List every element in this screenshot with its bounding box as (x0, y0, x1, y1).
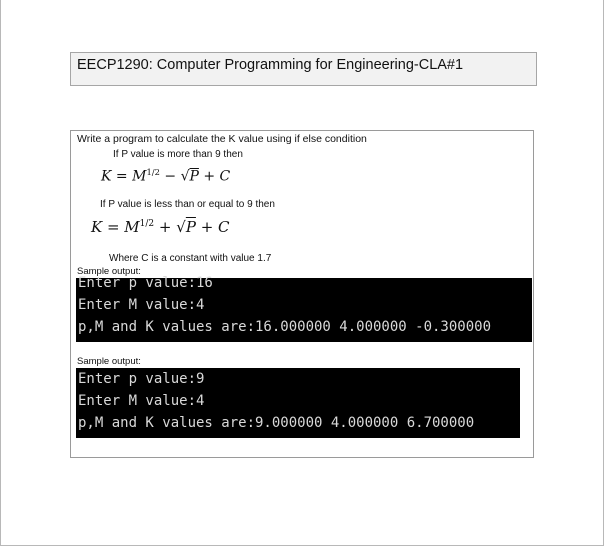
console-line: Enter M value:4 (78, 297, 205, 313)
formula-1-operator: − (159, 168, 181, 185)
formula-1-lhs: K = M (101, 168, 147, 185)
formula-2 (91, 218, 230, 236)
formula-2-lhs: K = M (91, 218, 140, 236)
formula-1-radicand: P (189, 168, 199, 185)
condition-1: If P value is more than 9 then (113, 149, 243, 160)
formula-1-exponent: 1/2 (146, 167, 160, 177)
formula-2-operator: + (154, 218, 177, 236)
condition-2: If P value is less than or equal to 9 then (100, 199, 275, 210)
sqrt-symbol: √ (180, 168, 190, 185)
console-line: Enter p value:16 (78, 275, 213, 291)
sample-output-label-1: Sample output: (77, 266, 141, 277)
question-prompt: Write a program to calculate the K value using if else condition (77, 133, 367, 145)
formula-2-tail: + C (195, 218, 230, 236)
question-box (70, 130, 534, 458)
document-title: EECP1290: Computer Programming for Engineering-CLA#1 (77, 57, 464, 73)
formula-1-tail: + C (198, 168, 231, 185)
sample-output-label-2: Sample output: (77, 356, 141, 367)
console-output-2 (76, 368, 520, 438)
formula-2-radicand: P (185, 218, 196, 236)
console-line: p,M and K values are:16.000000 4.000000 -0.300000 (78, 319, 492, 335)
console-line: p,M and K values are:9.000000 4.000000 6.700000 (78, 415, 475, 431)
constant-note: Where C is a constant with value 1.7 (109, 253, 272, 264)
console-line: Enter M value:4 (78, 393, 205, 409)
console-output-1 (76, 275, 532, 342)
formula-1 (101, 167, 230, 185)
sqrt-symbol: √ (176, 218, 186, 236)
console-line: Enter p value:9 (78, 371, 205, 387)
formula-2-exponent: 1/2 (139, 219, 155, 229)
title-box (70, 52, 537, 86)
